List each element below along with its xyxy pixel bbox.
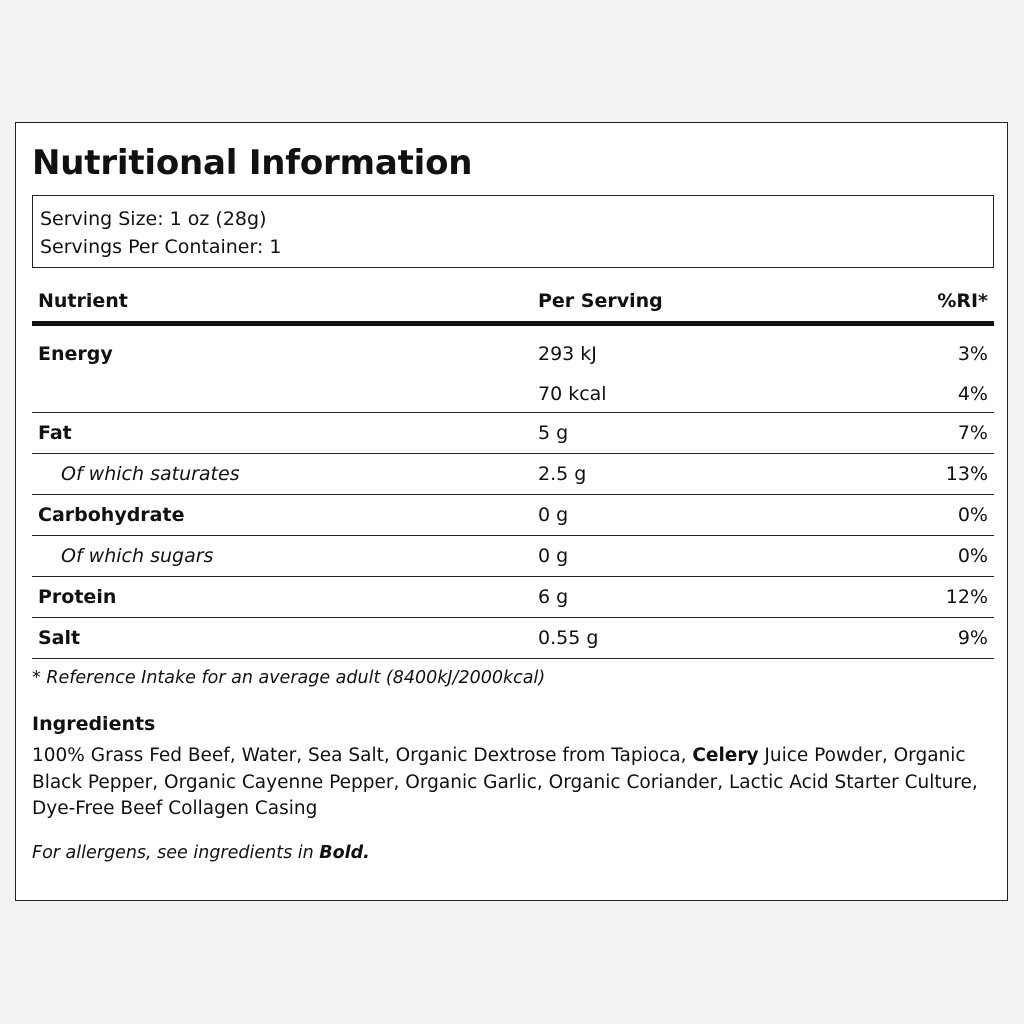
page-title: Nutritional Information xyxy=(32,143,473,183)
reference-intake-footnote: * Reference Intake for an average adult (8400kJ/2000kcal) xyxy=(32,668,546,688)
nutrient-name: Salt xyxy=(38,627,81,649)
table-row-carbohydrate xyxy=(32,495,994,536)
ingredients-text-part: Juice Powder, Organic Black Pepper, Organic Cayenne Pepper, Organic Garlic, Organic Coriander, Lactic Acid Starter Culture, Dye-Free Beef Collagen Casing xyxy=(32,745,978,819)
ri-value: 12% xyxy=(945,586,988,608)
header-nutrient: Nutrient xyxy=(38,290,128,312)
table-row-salt xyxy=(32,618,994,659)
ri-value: 13% xyxy=(945,463,988,485)
servings-per-container: Servings Per Container: 1 xyxy=(40,236,282,258)
nutrient-name: Of which sugars xyxy=(61,545,214,567)
table-row-saturates xyxy=(32,454,994,495)
ingredients-list xyxy=(32,743,982,823)
allergen-ingredient: Celery xyxy=(692,745,759,766)
ri-value: 0% xyxy=(957,504,988,526)
nutrient-name: Of which saturates xyxy=(61,463,240,485)
ri-value: 9% xyxy=(957,627,988,649)
header-per-serving: Per Serving xyxy=(538,290,663,312)
energy-kcal-ri: 4% xyxy=(957,383,988,405)
per-serving-value: 0 g xyxy=(538,545,569,567)
per-serving-value: 0.55 g xyxy=(538,627,599,649)
serving-size: Serving Size: 1 oz (28g) xyxy=(40,208,267,230)
nutrient-name: Protein xyxy=(38,586,117,608)
energy-kj-ri: 3% xyxy=(957,343,988,365)
allergen-note-text: For allergens, see ingredients in xyxy=(32,843,320,863)
per-serving-value: 6 g xyxy=(538,586,569,608)
ingredients-text-part: 100% Grass Fed Beef, Water, Sea Salt, Organic Dextrose from Tapioca, xyxy=(32,745,693,766)
ri-value: 7% xyxy=(957,422,988,444)
header-ri: %RI* xyxy=(937,290,988,312)
energy-kcal-value: 70 kcal xyxy=(538,383,607,405)
per-serving-value: 0 g xyxy=(538,504,569,526)
nutrient-name: Fat xyxy=(38,422,72,444)
per-serving-value: 5 g xyxy=(538,422,569,444)
table-row-energy xyxy=(32,326,994,413)
allergen-note-bold: Bold. xyxy=(319,843,370,863)
ri-value: 0% xyxy=(957,545,988,567)
table-row-sugars xyxy=(32,536,994,577)
allergen-note xyxy=(32,843,370,863)
nutrient-name: Energy xyxy=(38,343,113,365)
table-row-protein xyxy=(32,577,994,618)
ingredients-heading: Ingredients xyxy=(32,713,156,735)
nutrition-panel xyxy=(15,122,1008,901)
nutrient-name: Carbohydrate xyxy=(38,504,185,526)
table-header xyxy=(32,280,994,326)
energy-kj-value: 293 kJ xyxy=(538,343,597,365)
table-row-fat xyxy=(32,413,994,454)
serving-info-box xyxy=(32,195,994,268)
nutrition-table xyxy=(32,280,994,659)
per-serving-value: 2.5 g xyxy=(538,463,587,485)
